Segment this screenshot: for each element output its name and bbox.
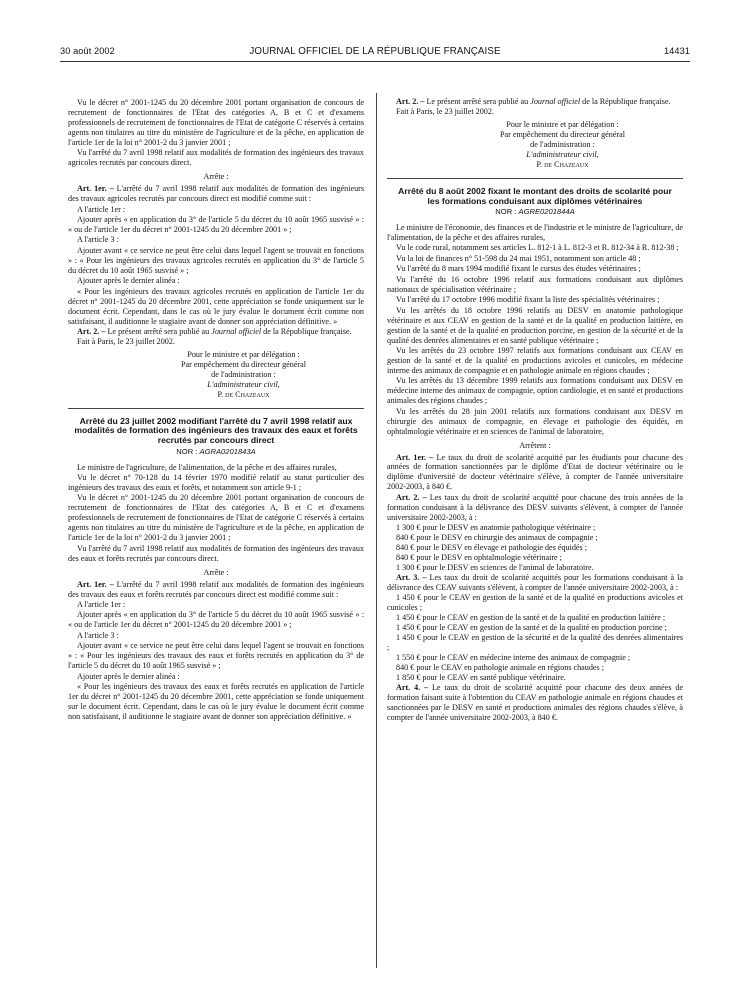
paragraph: Ajouter avant « ce service ne peut être celui dans lequel l'agent se trouvait en fonctions » : « Pour les ingénieurs des travaux agricoles recrutés en application du 3° de l'article 5 du décret du 10 août 1965 susvisé » ; bbox=[68, 245, 364, 275]
article-label: Art. 1er. – bbox=[77, 579, 114, 589]
paragraph: Vu les arrêtés du 13 décembre 1999 relatifs aux formations conduisant aux DESV en médecine interne des animaux de compagnie, option cardiologie, et en santé et productions animales des régions chaudes ; bbox=[387, 376, 684, 406]
article-label: Art. 1er. – bbox=[77, 184, 114, 194]
paragraph: Vu la loi de finances n° 51-598 du 24 mai 1951, notamment son article 48 ; bbox=[396, 253, 641, 263]
fait-line: Fait à Paris, le 23 juillet 2002. bbox=[77, 337, 175, 347]
paragraph: « Pour les ingénieurs des travaux agricoles recrutés en application de l'article 1er du décret n° 2001-1245 du 20 décembre 2001, cette appréciation se fonde uniquement sur le document écrit. Cependant, dans le cas où le jury évalue le document écrit comme non satisfaisant, il auditionne le stagiaire avant de donner son appréciation définitive. » bbox=[68, 286, 364, 326]
paragraph: A l'article 3 : bbox=[77, 235, 119, 245]
left-column bbox=[68, 98, 364, 722]
article-text: Les taux du droit de scolarité acquitté pour chacune des trois années de la formation conduisant à la délivrance des DESV suivants s'élèvent, à compter de l'année universitaire 2002-2003, à : bbox=[387, 492, 684, 522]
section-separator bbox=[68, 408, 364, 409]
article-2 bbox=[68, 327, 364, 337]
article-3 bbox=[387, 573, 683, 593]
arretent-heading: Arrêtent : bbox=[519, 440, 551, 450]
signatory-name: P. de Chazeaux bbox=[536, 160, 589, 170]
paragraph: A l'article 3 : bbox=[77, 630, 119, 640]
article-text: Le taux du droit de scolarité acquitté pour chacune des deux années de formation faisant suite à l'obtention du CEAV en pathologie animale en régions chaudes et sanctionnées par le DESV en santé et productions animales des régions chaudes s'élève, à compter de l'année universitaire 2002-2003, à 840 €. bbox=[387, 682, 684, 722]
article-label: Art. 1er. – bbox=[396, 452, 434, 462]
signature-title: L'administrateur civil, bbox=[526, 150, 599, 160]
paragraph: Ajouter après « en application du 3° de l'article 5 du décret du 10 août 1965 susvisé » : « ou de l'article 1er du décret n° 2001-1245 du 20 décembre 2001 » ; bbox=[68, 610, 364, 630]
article-text: L'arrêté du 7 avril 1998 relatif aux modalités de formation des ingénieurs des travaux des eaux et forêts recrutés par concours direct est modifié comme suit : bbox=[68, 579, 364, 599]
signature-line: Par empêchement du directeur général bbox=[181, 360, 306, 370]
signature-line: Pour le ministre et par délégation : bbox=[187, 350, 300, 360]
paragraph: Vu le code rural, notamment ses articles L. 812-1 à L. 812-3 et R. 812-34 à R. 812-38 ; bbox=[396, 243, 679, 253]
journal-reference: Journal officiel bbox=[211, 326, 262, 336]
article-4 bbox=[387, 683, 683, 723]
signature-line: de l'administration : bbox=[211, 370, 276, 380]
article-1 bbox=[68, 580, 364, 600]
paragraph: Vu le décret n° 2001-1245 du 20 décembre 2001 portant organisation de concours de recrutement de fonctionnaires de l'Etat des catégories A, B et C et d'examens professionnels de recrutement de fonctionnaires de l'Etat de catégorie C réservés à certains agents non titulaires au titre du ministère de l'agriculture et de la pêche, en application de l'article 1er de la loi n° 2001-2 du 3 janvier 2001 ; bbox=[68, 493, 364, 543]
article-text: Les taux du droit de scolarité acquittés pour les formations conduisant à la délivrance des CEAV suivants s'élèvent, à compter de l'année universitaire 2002-2003, à : bbox=[387, 572, 684, 592]
nor-reference bbox=[68, 447, 364, 457]
arrete-title: Arrêté du 8 août 2002 fixant le montant des droits de scolarité pour les formations conduisant aux diplômes vétérinaires bbox=[398, 185, 672, 206]
fee-line: 1 300 € pour le DESV en sciences de l'animal de laboratoire. bbox=[396, 563, 594, 572]
paragraph: Le ministre de l'agriculture, de l'alimentation, de la pêche et des affaires rurales, bbox=[77, 462, 337, 472]
fee-line: 840 € pour le DESV en élevage et pathologie des équidés ; bbox=[396, 543, 587, 553]
fee-line: 1 550 € pour le CEAV en médecine interne des animaux de compagnie ; bbox=[396, 653, 631, 663]
page-header bbox=[60, 46, 690, 60]
signature-block bbox=[68, 350, 364, 400]
article-2 bbox=[387, 97, 683, 107]
fee-line: 1 450 € pour le CEAV en gestion de la santé et de la qualité en production porcine ; bbox=[396, 623, 667, 633]
fee-line: 1 300 € pour le DESV en anatomie pathologique vétérinaire ; bbox=[396, 523, 596, 533]
paragraph: Ajouter après le dernier alinéa : bbox=[77, 276, 180, 286]
arrete-heading: Arrête : bbox=[203, 567, 229, 577]
signature-title: L'administrateur civil, bbox=[207, 380, 280, 390]
paragraph: A l'article 1er : bbox=[77, 600, 126, 609]
paragraph: Ajouter après « en application du 3° de l'article 5 du décret du 10 août 1965 susvisé » : « ou de l'article 1er du décret n° 2001-1245 du 20 décembre 2001 » ; bbox=[68, 214, 364, 234]
signature-line: Pour le ministre et par délégation : bbox=[506, 120, 619, 130]
fee-line: 1 450 € pour le CEAV en gestion de la santé et de la qualité en productions avicoles et cunicoles ; bbox=[387, 593, 683, 613]
article-label: Art. 2. – bbox=[77, 326, 106, 336]
nor-label: NOR : bbox=[495, 207, 517, 217]
section-separator bbox=[387, 178, 683, 179]
page-number: 14431 bbox=[663, 46, 690, 56]
fee-line: 1 850 € pour le CEAV en santé publique vétérinaire. bbox=[396, 672, 566, 682]
article-1 bbox=[387, 453, 683, 493]
paragraph: « Pour les ingénieurs des travaux des eaux et forêts recrutés en application de l'article 1er du décret n° 2001-1245 du 20 décembre 2001, cette appréciation se fonde uniquement sur le document écrit. Cependant, dans le cas où le jury évalue le document écrit comme non satisfaisant, il auditionne le stagiaire avant de donner son appréciation définitive. » bbox=[68, 682, 364, 721]
article-text: Le taux du droit de scolarité acquitté par les étudiants pour chacune des années de formation sanctionnées par le diplôme d'Etat de docteur vétérinaire ou le diplôme d'université de docteur vétérinaire s'élève, à compter de l'année universitaire 2002-2003, à 840 €. bbox=[387, 452, 684, 492]
signatory-name: P. de Chazeaux bbox=[217, 390, 270, 400]
article-2 bbox=[387, 493, 683, 523]
signature-block bbox=[387, 120, 683, 170]
journal-reference: Journal officiel bbox=[530, 97, 581, 106]
article-label: Art. 2. – bbox=[396, 97, 425, 106]
paragraph: Vu l'arrêté du 8 mars 1994 modifié fixant le cursus des études vétérinaires ; bbox=[396, 264, 641, 274]
right-column bbox=[387, 97, 683, 723]
paragraph: Vu l'arrêté du 16 octobre 1996 relatif aux formations conduisant aux diplômes nationaux de spécialisation vétérinaire ; bbox=[387, 274, 683, 294]
paragraph: Vu les arrêtés du 18 octobre 1996 relatifs au DESV en anatomie pathologique vétérinaire et aux CEAV en gestion de la santé et de la qualité en production laitière, en gestion de la santé et de la qualité en production porcine, en gestion de la sécurité et de la qualité des denrées alimentaires et en santé publique vétérinaire ; bbox=[387, 305, 683, 345]
nor-code: AGRE0201844A bbox=[518, 207, 575, 217]
nor-label: NOR : bbox=[176, 446, 198, 456]
article-text: L'arrêté du 7 avril 1998 relatif aux modalités de formation des ingénieurs des travaux agricoles recrutés par concours direct est modifié comme suit : bbox=[68, 184, 364, 204]
paragraph: Vu l'arrêté du 17 octobre 1996 modifié fixant la liste des spécialités vétérinaires ; bbox=[396, 295, 660, 305]
arrete-title: Arrêté du 23 juillet 2002 modifiant l'arrêté du 7 avril 1998 relatif aux modalités de formation des ingénieurs des travaux des eaux et forêts recrutés par concours direct bbox=[74, 415, 358, 446]
journal-title: JOURNAL OFFICIEL DE LA RÉPUBLIQUE FRANÇAISE bbox=[249, 46, 501, 57]
paragraph: A l'article 1er : bbox=[77, 204, 126, 214]
header-date: 30 août 2002 bbox=[60, 46, 115, 56]
paragraph: Le ministre de l'économie, des finances et de l'industrie et le ministre de l'agriculture, de l'alimentation, de la pêche et des affaires rurales, bbox=[387, 223, 683, 242]
paragraph: Vu les arrêtés du 28 juin 2001 relatifs aux formations conduisant aux DESV en chirurgie des animaux de compagnie, en élevage et pathologie des équidés, en ophtalmologie vétérinaire et en sciences de l'animal de laboratoire, bbox=[387, 406, 683, 436]
article-text: Le présent arrêté sera publié au bbox=[426, 97, 529, 106]
article-label: Art. 2. – bbox=[396, 492, 427, 502]
article-text: Le présent arrêté sera publié au bbox=[107, 326, 210, 336]
paragraph: Vu les arrêtés du 23 octobre 1997 relatifs aux formations conduisant aux CEAV en gestion de la santé et de la qualité en productions avicoles et cunicoles, en médecine interne des animaux de compagnie et en pathologie animale en régions chaudes ; bbox=[387, 345, 683, 375]
fee-line: 1 450 € pour le CEAV en gestion de la sécurité et de la qualité des denrées alimentaires ; bbox=[387, 633, 683, 653]
nor-code: AGRA0201843A bbox=[199, 446, 256, 456]
paragraph: Vu l'arrêté du 7 avril 1998 relatif aux modalités de formation des ingénieurs des travaux des eaux et forêts recrutés par concours direct. bbox=[68, 543, 364, 563]
arrete-heading: Arrête : bbox=[203, 172, 229, 182]
nor-reference bbox=[387, 207, 683, 217]
fee-line: 840 € pour le DESV en chirurgie des animaux de compagnie ; bbox=[396, 533, 598, 543]
column-divider bbox=[376, 93, 377, 968]
fee-line: 840 € pour le DESV en ophtalmologie vétérinaire ; bbox=[396, 553, 562, 563]
signature-line: Par empêchement du directeur général bbox=[500, 130, 625, 140]
paragraph: Ajouter avant « ce service ne peut être celui dans lequel l'agent se trouvait en fonctions » : « Pour les ingénieurs des travaux des eaux et forêts recrutés en application du 3° de l'article 5 du décret du 10 août 1965 susvisé » ; bbox=[68, 641, 364, 671]
paragraph: Vu le décret n° 70-128 du 14 février 1970 modifié relatif au statut particulier des ingénieurs des travaux des eaux et forêts, et notamment son article 9-1 ; bbox=[68, 473, 364, 493]
article-text: de la République française. bbox=[263, 326, 352, 336]
fait-line: Fait à Paris, le 23 juillet 2002. bbox=[396, 107, 494, 117]
fee-line: 840 € pour le CEAV en pathologie animale en régions chaudes ; bbox=[396, 663, 604, 673]
header-rule bbox=[60, 61, 690, 62]
article-text: de la République française. bbox=[582, 97, 671, 106]
signature-line: de l'administration : bbox=[530, 140, 595, 150]
fee-line: 1 450 € pour le CEAV en gestion de la santé et de la qualité en production laitière ; bbox=[396, 613, 666, 623]
paragraph: Vu l'arrêté du 7 avril 1998 relatif aux modalités de formation des ingénieurs des travaux agricoles recrutés par concours direct. bbox=[68, 148, 364, 168]
article-label: Art. 3. – bbox=[396, 572, 427, 582]
paragraph: Vu le décret n° 2001-1245 du 20 décembre 2001 portant organisation de concours de recrutement de fonctionnaires de l'Etat des catégories A, B et C et d'examens professionnels de recrutement de fonctionnaires de l'Etat de catégorie C réservés à certains agents non titulaires au titre du ministère de l'agriculture et de la pêche, en application de l'article 1er de la loi n° 2001-2 du 3 janvier 2001 ; bbox=[68, 98, 364, 147]
article-label: Art. 4. – bbox=[396, 682, 429, 692]
paragraph: Ajouter après le dernier alinéa : bbox=[77, 671, 180, 681]
article-1 bbox=[68, 184, 364, 204]
